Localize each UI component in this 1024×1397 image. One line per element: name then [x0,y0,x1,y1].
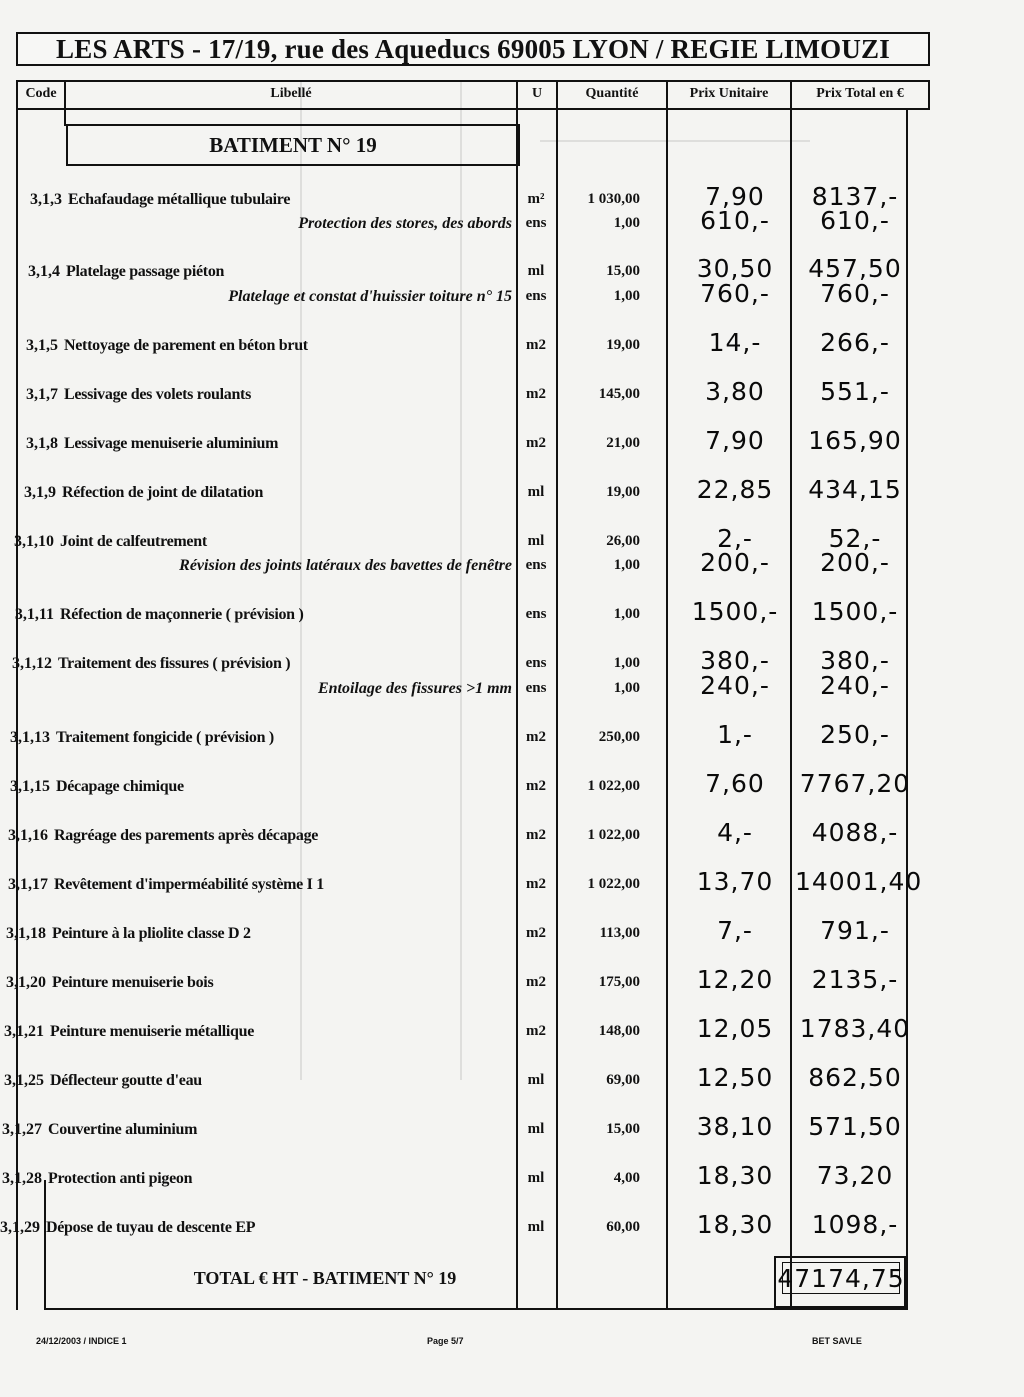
row-total-price: 7767,20 [799,769,911,798]
row-label: Echafaudage métallique tubulaire [68,191,291,208]
row-sub-label: Révision des joints latéraux des bavettes de fenêtre [179,557,512,574]
row-label: Peinture menuiserie métallique [50,1023,255,1040]
header-total-price: Prix Total en € [816,86,904,101]
row-total-price: 200,- [820,548,890,577]
row-unit: m2 [526,435,546,451]
row-label: Ragréage des parements après décapage [54,827,319,844]
row-unit-price: 380,- [700,646,770,675]
row-unit: ml [527,263,545,279]
row-unit: ml [527,533,545,549]
row-unit: ml [527,1170,545,1186]
row-total-price: 240,- [820,671,890,700]
row-code: 3,1,12 [12,655,52,672]
row-unit: m2 [526,827,546,843]
row-quantity: 145,00 [598,386,640,402]
row-unit-price: 18,30 [696,1161,774,1190]
row-unit-price: 240,- [700,671,770,700]
footer-date: 24/12/2003 / INDICE 1 [36,1336,127,1346]
row-unit-price: 12,20 [696,965,774,994]
row-unit: ens [525,680,547,696]
row-label: Protection anti pigeon [48,1170,193,1187]
row-quantity: 21,00 [606,435,640,451]
row-unit-price: 1,- [717,720,753,749]
row-unit: m2 [526,974,546,990]
row-total-price: 8137,- [811,182,899,211]
row-unit-price: 3,80 [705,377,765,406]
total-value: 47174,75 [777,1263,905,1293]
row-unit-price: 30,50 [696,254,774,283]
row-quantity: 1 022,00 [587,827,640,843]
row-total-price: 4088,- [811,818,899,847]
col-sep-qty [666,80,668,1310]
row-code: 3,1,18 [6,925,46,942]
row-label: Revêtement d'imperméabilité système I 1 [54,876,324,893]
header-bottom-rule [16,108,930,110]
row-code: 3,1,21 [4,1023,44,1040]
row-unit: m2 [526,876,546,892]
row-unit: m2 [526,729,546,745]
row-unit-price: 4,- [717,818,753,847]
row-quantity: 19,00 [606,484,640,500]
row-quantity: 1 022,00 [587,876,640,892]
row-unit: m2 [526,1023,546,1039]
row-sub-label: Platelage et constat d'huissier toiture n° 15 [228,288,512,305]
row-sub-label: Protection des stores, des abords [298,215,512,232]
header-unit-price: Prix Unitaire [689,86,769,101]
row-label: Décapage chimique [56,778,184,795]
row-total-price: 434,15 [808,475,902,504]
row-quantity: 1,00 [613,680,640,696]
row-sub-label: Entoilage des fissures >1 mm [317,680,512,697]
row-total-price: 250,- [820,720,890,749]
row-total-price: 791,- [820,916,890,945]
row-total-price: 551,- [820,377,890,406]
row-quantity: 19,00 [606,337,640,353]
row-unit-price: 12,05 [696,1014,774,1043]
row-code: 3,1,7 [26,386,58,403]
row-code: 3,1,4 [28,263,60,280]
row-code: 3,1,9 [24,484,56,501]
row-quantity: 15,00 [606,263,640,279]
row-label: Dépose de tuyau de descente EP [46,1219,256,1236]
row-unit: ens [525,606,547,622]
row-unit-price: 18,30 [696,1210,774,1239]
row-unit-price: 1500,- [691,597,779,626]
row-code: 3,1,17 [8,876,48,893]
row-quantity: 1,00 [613,288,640,304]
row-quantity: 113,00 [599,925,640,941]
footer-company: BET SAVLE [812,1336,862,1346]
row-total-price: 610,- [820,206,890,235]
header-code: Code [25,86,57,101]
row-unit: m² [527,191,545,207]
row-quantity: 250,00 [598,729,640,745]
row-unit-price: 610,- [700,206,770,235]
row-unit: ens [525,288,547,304]
row-unit: ml [527,1219,545,1235]
header-libelle: Libellé [270,86,312,101]
row-label: Lessivage menuiserie aluminium [64,435,279,452]
row-unit: ens [525,215,547,231]
table-bottom-rule [44,1308,908,1310]
row-quantity: 1 022,00 [587,778,640,794]
row-quantity: 1,00 [613,655,640,671]
row-total-price: 73,20 [816,1161,894,1190]
row-label: Traitement fongicide ( prévision ) [56,729,274,746]
row-label: Déflecteur goutte d'eau [50,1072,202,1089]
total-label: TOTAL € HT - BATIMENT N° 19 [193,1268,457,1288]
row-total-price: 165,90 [808,426,902,455]
header-unit: U [531,86,543,101]
row-code: 3,1,8 [26,435,58,452]
row-unit-price: 38,10 [696,1112,774,1141]
row-label: Lessivage des volets roulants [64,386,252,403]
row-code: 3,1,15 [10,778,50,795]
row-unit-price: 7,60 [705,769,765,798]
col-sep-unit-price [790,80,792,1310]
row-unit: ens [525,655,547,671]
row-total-price: 457,50 [808,254,902,283]
document-title: LES ARTS - 17/19, rue des Aqueducs 69005 LYON / REGIE LIMOUZI [16,32,930,66]
row-quantity: 1,00 [613,215,640,231]
row-code: 3,1,5 [26,337,58,354]
row-unit-price: 13,70 [696,867,774,896]
row-label: Réfection de maçonnerie ( prévision ) [60,606,304,623]
footer-page: Page 5/7 [427,1336,464,1346]
row-label: Couvertine aluminium [48,1121,198,1138]
col-sep-code-bottom [44,1180,46,1310]
row-quantity: 15,00 [606,1121,640,1137]
col-sep-unit [556,80,558,1310]
row-unit-price: 12,50 [696,1063,774,1092]
row-total-price: 14001,40 [795,867,923,896]
row-unit-price: 14,- [708,328,762,357]
row-quantity: 148,00 [598,1023,640,1039]
row-unit: ens [525,557,547,573]
row-code: 3,1,25 [4,1072,44,1089]
row-total-price: 380,- [820,646,890,675]
row-label: Joint de calfeutrement [60,533,207,550]
row-unit-price: 7,90 [705,182,765,211]
row-label: Platelage passage piéton [66,263,225,280]
row-code: 3,1,10 [14,533,54,550]
row-quantity: 60,00 [606,1219,640,1235]
row-total-price: 266,- [820,328,890,357]
row-code: 3,1,13 [10,729,50,746]
row-quantity: 1 030,00 [587,191,640,207]
row-unit-price: 7,- [717,916,753,945]
row-unit: m2 [526,386,546,402]
row-label: Réfection de joint de dilatation [62,484,264,501]
header-quantity: Quantité [585,86,639,101]
row-quantity: 4,00 [613,1170,640,1186]
row-total-price: 571,50 [808,1112,902,1141]
row-quantity: 1,00 [613,606,640,622]
row-code: 3,1,16 [8,827,48,844]
row-label: Peinture menuiserie bois [52,974,214,991]
row-unit-price: 2,- [717,524,753,553]
row-label: Traitement des fissures ( prévision ) [58,655,291,672]
row-label: Nettoyage de parement en béton brut [64,337,308,354]
row-quantity: 175,00 [598,974,640,990]
row-unit: ml [527,484,545,500]
row-code: 3,1,28 [2,1170,42,1187]
table-border-right-top [928,80,930,110]
row-unit-price: 7,90 [705,426,765,455]
row-code: 3,1,20 [6,974,46,991]
row-unit: m2 [526,778,546,794]
row-quantity: 69,00 [606,1072,640,1088]
row-code: 3,1,3 [30,191,62,208]
row-unit: m2 [526,925,546,941]
row-total-price: 1098,- [811,1210,899,1239]
row-code: 3,1,27 [2,1121,42,1138]
row-total-price: 1783,40 [799,1014,911,1043]
row-total-price: 52,- [828,524,882,553]
row-total-price: 2135,- [811,965,899,994]
row-unit-price: 200,- [700,548,770,577]
row-unit-price: 760,- [700,279,770,308]
section-title: BATIMENT N° 19 [66,124,520,166]
row-label: Peinture à la pliolite classe D 2 [52,925,251,942]
row-unit-price: 22,85 [696,475,774,504]
row-total-price: 1500,- [811,597,899,626]
row-unit: ml [527,1121,545,1137]
row-total-price: 862,50 [808,1063,902,1092]
row-total-price: 760,- [820,279,890,308]
row-quantity: 1,00 [613,557,640,573]
row-unit: m2 [526,337,546,353]
row-code: 3,1,29 [0,1219,40,1236]
row-unit: ml [527,1072,545,1088]
row-code: 3,1,11 [14,606,54,623]
row-quantity: 26,00 [606,533,640,549]
